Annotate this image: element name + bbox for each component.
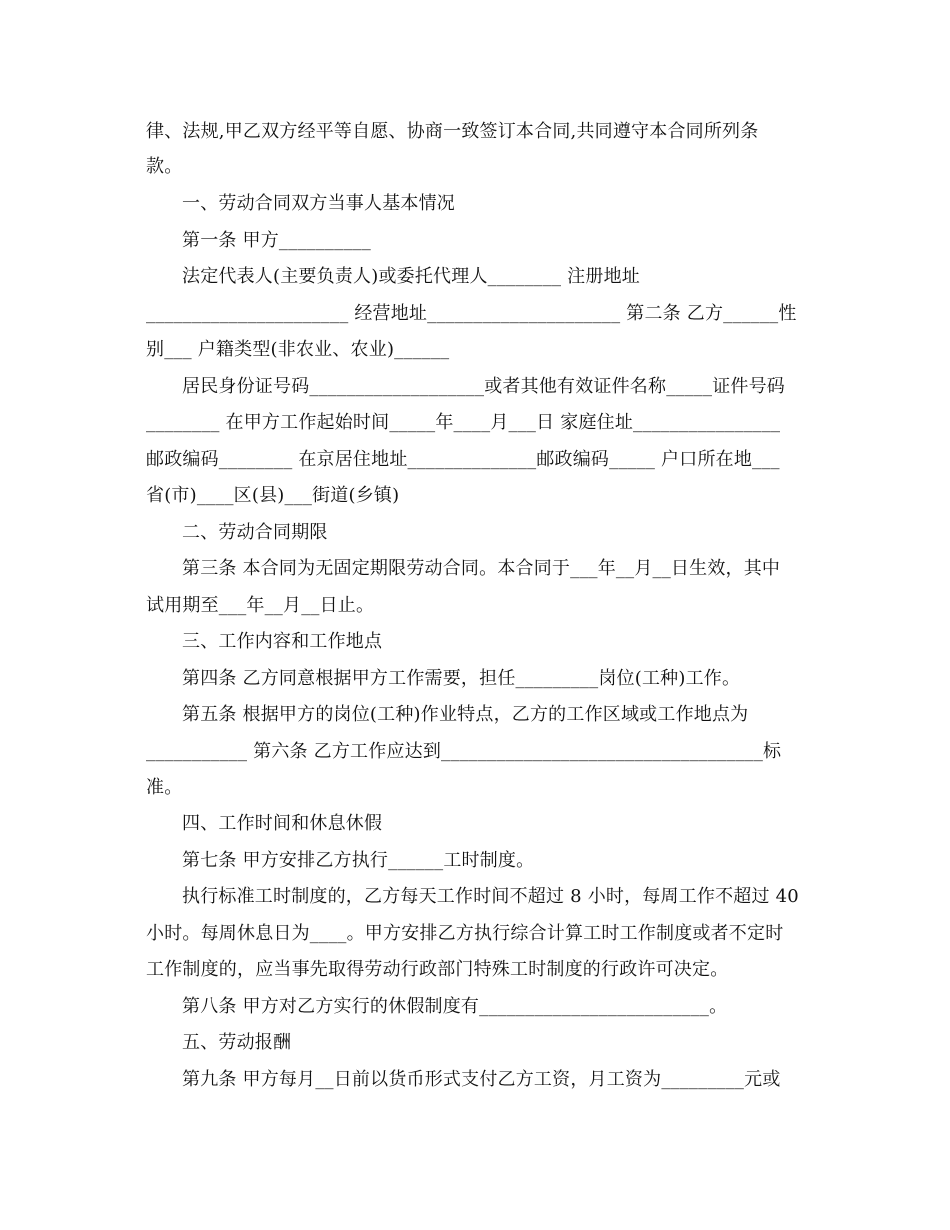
clause-line: 第九条 甲方每月__日前以货币形式支付乙方工资，月工资为_________元或 <box>182 1069 781 1090</box>
text-line: 省(市)____区(县)___街道(乡镇) <box>146 485 400 506</box>
text-line: 别___ 户籍类型(非农业、农业)______ <box>146 339 450 360</box>
clause-line: 第八条 甲方对乙方实行的休假制度有_________________________。 <box>182 996 728 1017</box>
clause-line: 第四条 乙方同意根据甲方工作需要，担任_________岗位(工种)工作。 <box>182 668 741 689</box>
section-heading: 二、劳动合同期限 <box>182 522 328 543</box>
text-line: 律、法规,甲乙双方经平等自愿、协商一致签订本合同,共同遵守本合同所列条 <box>146 121 759 142</box>
text-line: ___________ 第六条 乙方工作应达到___________________________________标 <box>146 741 782 762</box>
text-line: 邮政编码________ 在京居住地址______________邮政编码_____ 户口所在地___ <box>146 449 780 470</box>
text-line: ______________________ 经营地址_____________________ 第二条 乙方______性 <box>146 303 797 324</box>
clause-line: 第三条 本合同为无固定期限劳动合同。本合同于___年__月__日生效，其中 <box>182 558 781 579</box>
text-line: 小时。每周休息日为____。甲方安排乙方执行综合计算工时工作制度或者不定时 <box>146 923 784 944</box>
text-line: ________ 在甲方工作起始时间_____年____月___日 家庭住址________________ <box>146 412 781 433</box>
text-line: 执行标准工时制度的，乙方每天工作时间不超过 8 小时，每周工作不超过 40 <box>182 886 799 907</box>
section-heading: 四、工作时间和休息休假 <box>182 813 383 834</box>
text-line: 款。 <box>146 156 183 177</box>
text-line: 工作制度的，应当事先取得劳动行政部门特殊工时制度的行政许可决定。 <box>146 959 729 980</box>
section-heading: 一、劳动合同双方当事人基本情况 <box>182 193 455 214</box>
section-heading: 五、劳动报酬 <box>182 1032 292 1053</box>
clause-line: 第七条 甲方安排乙方执行______工时制度。 <box>182 850 535 871</box>
text-line: 试用期至___年__月__日止。 <box>146 595 375 616</box>
clause-line: 第一条 甲方__________ <box>182 230 371 251</box>
text-line: 准。 <box>146 777 183 798</box>
text-line: 法定代表人(主要负责人)或委托代理人________ 注册地址 <box>182 266 640 287</box>
section-heading: 三、工作内容和工作地点 <box>182 631 383 652</box>
clause-line: 第五条 根据甲方的岗位(工种)作业特点，乙方的工作区域或工作地点为 <box>182 704 749 725</box>
text-line: 居民身份证号码___________________或者其他有效证件名称_____证件号码 <box>182 376 785 397</box>
